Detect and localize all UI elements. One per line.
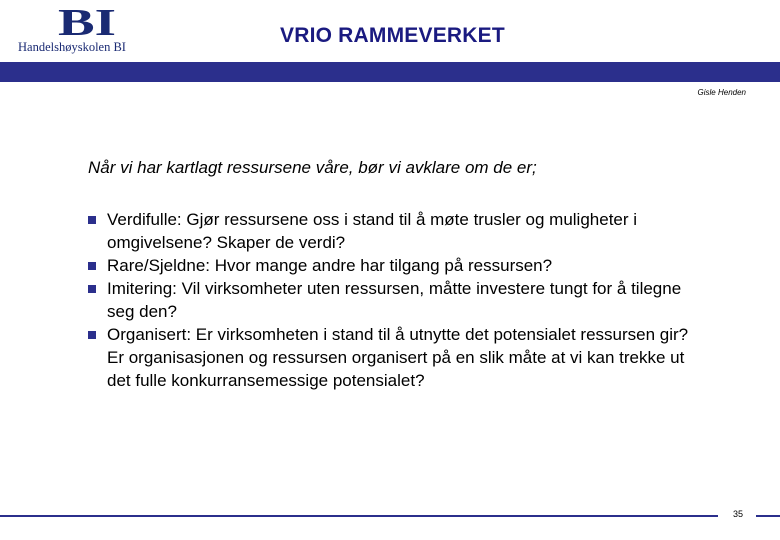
slide-title: VRIO RAMMEVERKET [280,24,505,47]
square-bullet-icon [88,216,96,224]
bullet-text: Rare/Sjeldne: Hvor mange andre har tilgang på ressursen? [107,256,553,275]
square-bullet-icon [88,331,96,339]
bullet-item-verdifulle [88,208,708,254]
square-bullet-icon [88,285,96,293]
bullet-text: Verdifulle: Gjør ressursene oss i stand til å møte trusler og muligheter i omgivelsene? Skaper de verdi? [107,210,638,252]
footer-divider [0,515,718,517]
intro-text: Når vi har kartlagt ressursene våre, bør vi avklare om de er; [88,158,537,177]
bullet-item-imitering [88,277,708,323]
footer-divider-right [756,515,780,517]
square-bullet-icon [88,262,96,270]
author-name: Gisle Henden [697,88,746,97]
page-number: 35 [733,509,744,519]
bullet-list [88,208,708,392]
bullet-item-organisert [88,323,708,392]
logo-school-name: Handelshøyskolen BI [18,40,126,54]
header-bar [0,62,780,82]
bullet-text: Imitering: Vil virksomheter uten ressursen, måtte investere tungt for å tilegne seg den? [107,279,682,321]
bi-logo-mark [58,4,118,40]
bullet-item-rare [88,254,708,277]
bi-logo [18,4,168,56]
bullet-text: Organisert: Er virksomheten i stand til å utnytte det potensialet ressursen gir? Er organisasjonen og ressursen organisert på en slik måte at vi kan trekke ut det fulle konkurransemessige potensialet? [107,325,689,390]
logo-mark-text: BI [58,4,116,40]
